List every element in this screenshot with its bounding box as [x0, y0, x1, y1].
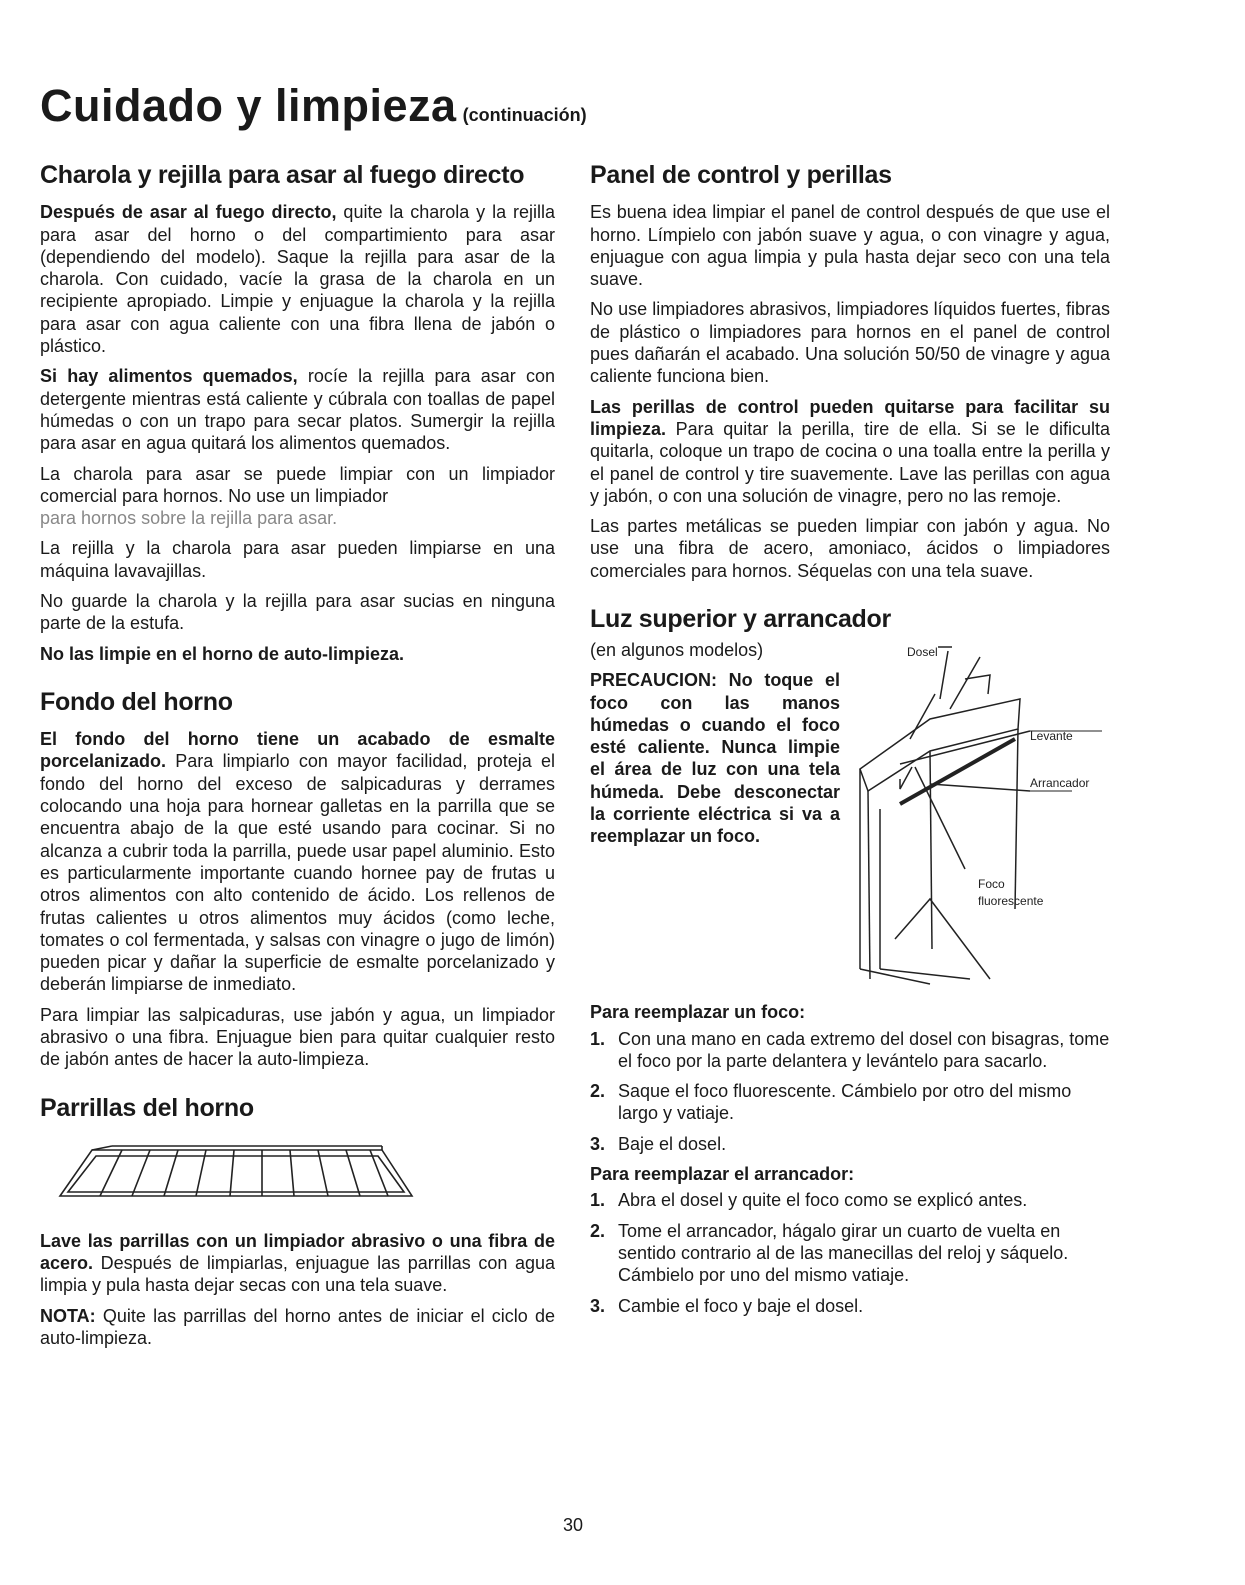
paragraph: Las partes metálicas se pueden limpiar con jabón y agua. No use una fibra de acero, amoniaco, ácidos o limpiadores comerciales para hornos. Séquelas con una tela suave.	[590, 516, 1110, 581]
section-oven-racks	[40, 1093, 555, 1350]
canopy-light-diagram	[840, 639, 1115, 1001]
section-broiler-pan	[40, 160, 555, 665]
heading-oven-racks: Parrillas del horno	[40, 1093, 254, 1122]
page-number: 30	[563, 1515, 584, 1535]
left-column	[40, 160, 555, 1357]
heading-light-starter: Luz superior y arrancador	[590, 605, 891, 633]
heading-broiler-pan: Charola y rejilla para asar al fuego directo	[40, 161, 525, 189]
paragraph: No use limpiadores abrasivos, limpiadores líquidos fuertes, fibras de plástico o limpiadores para hornos en el panel de control pues dañarán el acabado. Una solución 50/50 de vinagre y agua caliente funciona bien.	[590, 299, 1110, 387]
models-note: (en algunos modelos)	[590, 640, 764, 661]
canopy-block	[590, 639, 1110, 1001]
list-item: 3. Baje el dosel.	[590, 1133, 727, 1154]
title-main: Cuidado y limpieza	[40, 80, 457, 131]
paragraph: Lave las parrillas con un limpiador abrasivo o una fibra de acero. Después de limpiarlas, enjuague las parrillas con agua limpia y pula hasta dejar secas con una tela suave.	[40, 1230, 555, 1296]
bulb-steps	[590, 1028, 1110, 1155]
section-control-panel	[590, 160, 1110, 582]
paragraph: La charola para asar se puede limpiar con un limpiador comercial para hornos. No use un limpiador	[40, 463, 555, 506]
section-oven-bottom	[40, 687, 555, 1071]
label-fluorescente: fluorescente	[978, 894, 1044, 909]
paragraph-faded: para hornos sobre la rejilla para asar.	[40, 508, 338, 529]
list-item: 1. Abra el dosel y quite el foco como se explicó antes.	[590, 1190, 1028, 1211]
paragraph: Es buena idea limpiar el panel de control después de que use el horno. Límpielo con jabón suave y agua, o con vinagre y agua, enjuague con agua limpia y pula hasta dejar seco con una tela suave.	[590, 202, 1110, 290]
label-arrancador: Arrancador	[1030, 776, 1090, 791]
oven-rack-illustration	[52, 1138, 432, 1208]
paragraph: Las perillas de control pueden quitarse para facilitar su limpieza. Para quitar la perilla, tire de ella. Si se le dificulta quitarla, coloque un trapo de cocina o una toalla entre la perilla y el panel de control y tire suavemente. Lave las perillas con agua y jabón, o con una solución de vinagre, pero no las remoje.	[590, 396, 1110, 506]
paragraph: El fondo del horno tiene un acabado de esmalte porcelanizado. Para limpiarlo con mayor facilidad, proteja el fondo del horno del exceso de salpicaduras y derrames colocando una hoja para hornear galletas en la parrilla que se encuentra abajo de la que esté usando para cocinar. Si no alcanza a cubrir toda la parrilla, puede usar papel aluminio. Esto es particularmente importante cuando hornee pay de frutas u otros alimentos con alto contenido de ácido. Los rellenos de frutas calientes u otros alimentos muy ácidos (como leche, tomates o col fermentada, y salsas con vinagre o jugo de limón) pueden picar y dañar la superficie de esmalte porcelanizado y deberán limpiarse de inmediato.	[40, 729, 555, 995]
paragraph: Si hay alimentos quemados, rocíe la rejilla para asar con detergente mientras está caliente y cúbrala con toallas de papel húmedas o con un trapo para secar platos. Sumergir la rejilla para asar en agua quitará los alimentos quemados.	[40, 366, 556, 454]
starter-steps	[590, 1189, 1110, 1316]
label-dosel: Dosel	[907, 645, 938, 660]
paragraph: Después de asar al fuego directo, quite la charola y la rejilla para asar del horno o del compartimiento para asar (dependiendo del modelo). Saque la rejilla para asar de la charola. Con cuidado, vacíe la grasa de la charola en un recipiente apropiado. Limpie y enjuague la charola y la rejilla para asar con agua caliente con una fibra llena de jabón o plástico.	[40, 202, 555, 357]
list-item: 2. Tome el arrancador, hágalo girar un cuarto de vuelta en sentido contrario al de las manecillas del reloj y sáquelo. Cámbielo por uno del mismo vatiaje.	[590, 1220, 1069, 1286]
paragraph: La rejilla y la charola para asar pueden limpiarse en una máquina lavavajillas.	[40, 538, 555, 581]
list-item: 2. Saque el foco fluorescente. Cámbielo por otro del mismo largo y vatiaje.	[590, 1081, 1072, 1124]
page-title	[40, 80, 587, 132]
note: NOTA: Quite las parrillas del horno antes de iniciar el ciclo de auto-limpieza.	[40, 1305, 555, 1349]
label-foco: Foco	[978, 877, 1005, 892]
paragraph: No guarde la charola y la rejilla para asar sucias en ninguna parte de la estufa.	[40, 591, 555, 634]
label-levante: Levante	[1030, 729, 1073, 744]
list-item: 1. Con una mano en cada extremo del dosel con bisagras, tome el foco por la parte delantera y levántelo para sacarlo.	[590, 1028, 1110, 1071]
section-light-starter	[590, 604, 1110, 1317]
paragraph: Para limpiar las salpicaduras, use jabón y agua, un limpiador abrasivo o una fibra. Enjuague bien para quitar cualquier resto de jabón antes de hacer la auto-limpieza.	[40, 1004, 555, 1070]
heading-control-panel: Panel de control y perillas	[590, 161, 892, 189]
heading-replace-starter: Para reemplazar el arrancador:	[590, 1164, 855, 1185]
right-column	[590, 160, 1110, 1325]
paragraph-bold: No las limpie en el horno de auto-limpieza.	[40, 643, 405, 664]
list-item: 3. Cambie el foco y baje el dosel.	[590, 1295, 864, 1316]
warning-text: PRECAUCION: No toque el foco con las manos húmedas o cuando el foco esté caliente. Nunca limpie el área de luz con una tela húmeda. Debe desconectar la corriente eléctrica si va a reemplazar un foco.	[590, 670, 840, 847]
heading-replace-bulb: Para reemplazar un foco:	[590, 1002, 806, 1023]
title-subtitle: (continuación)	[462, 105, 587, 125]
heading-oven-bottom: Fondo del horno	[40, 687, 233, 716]
